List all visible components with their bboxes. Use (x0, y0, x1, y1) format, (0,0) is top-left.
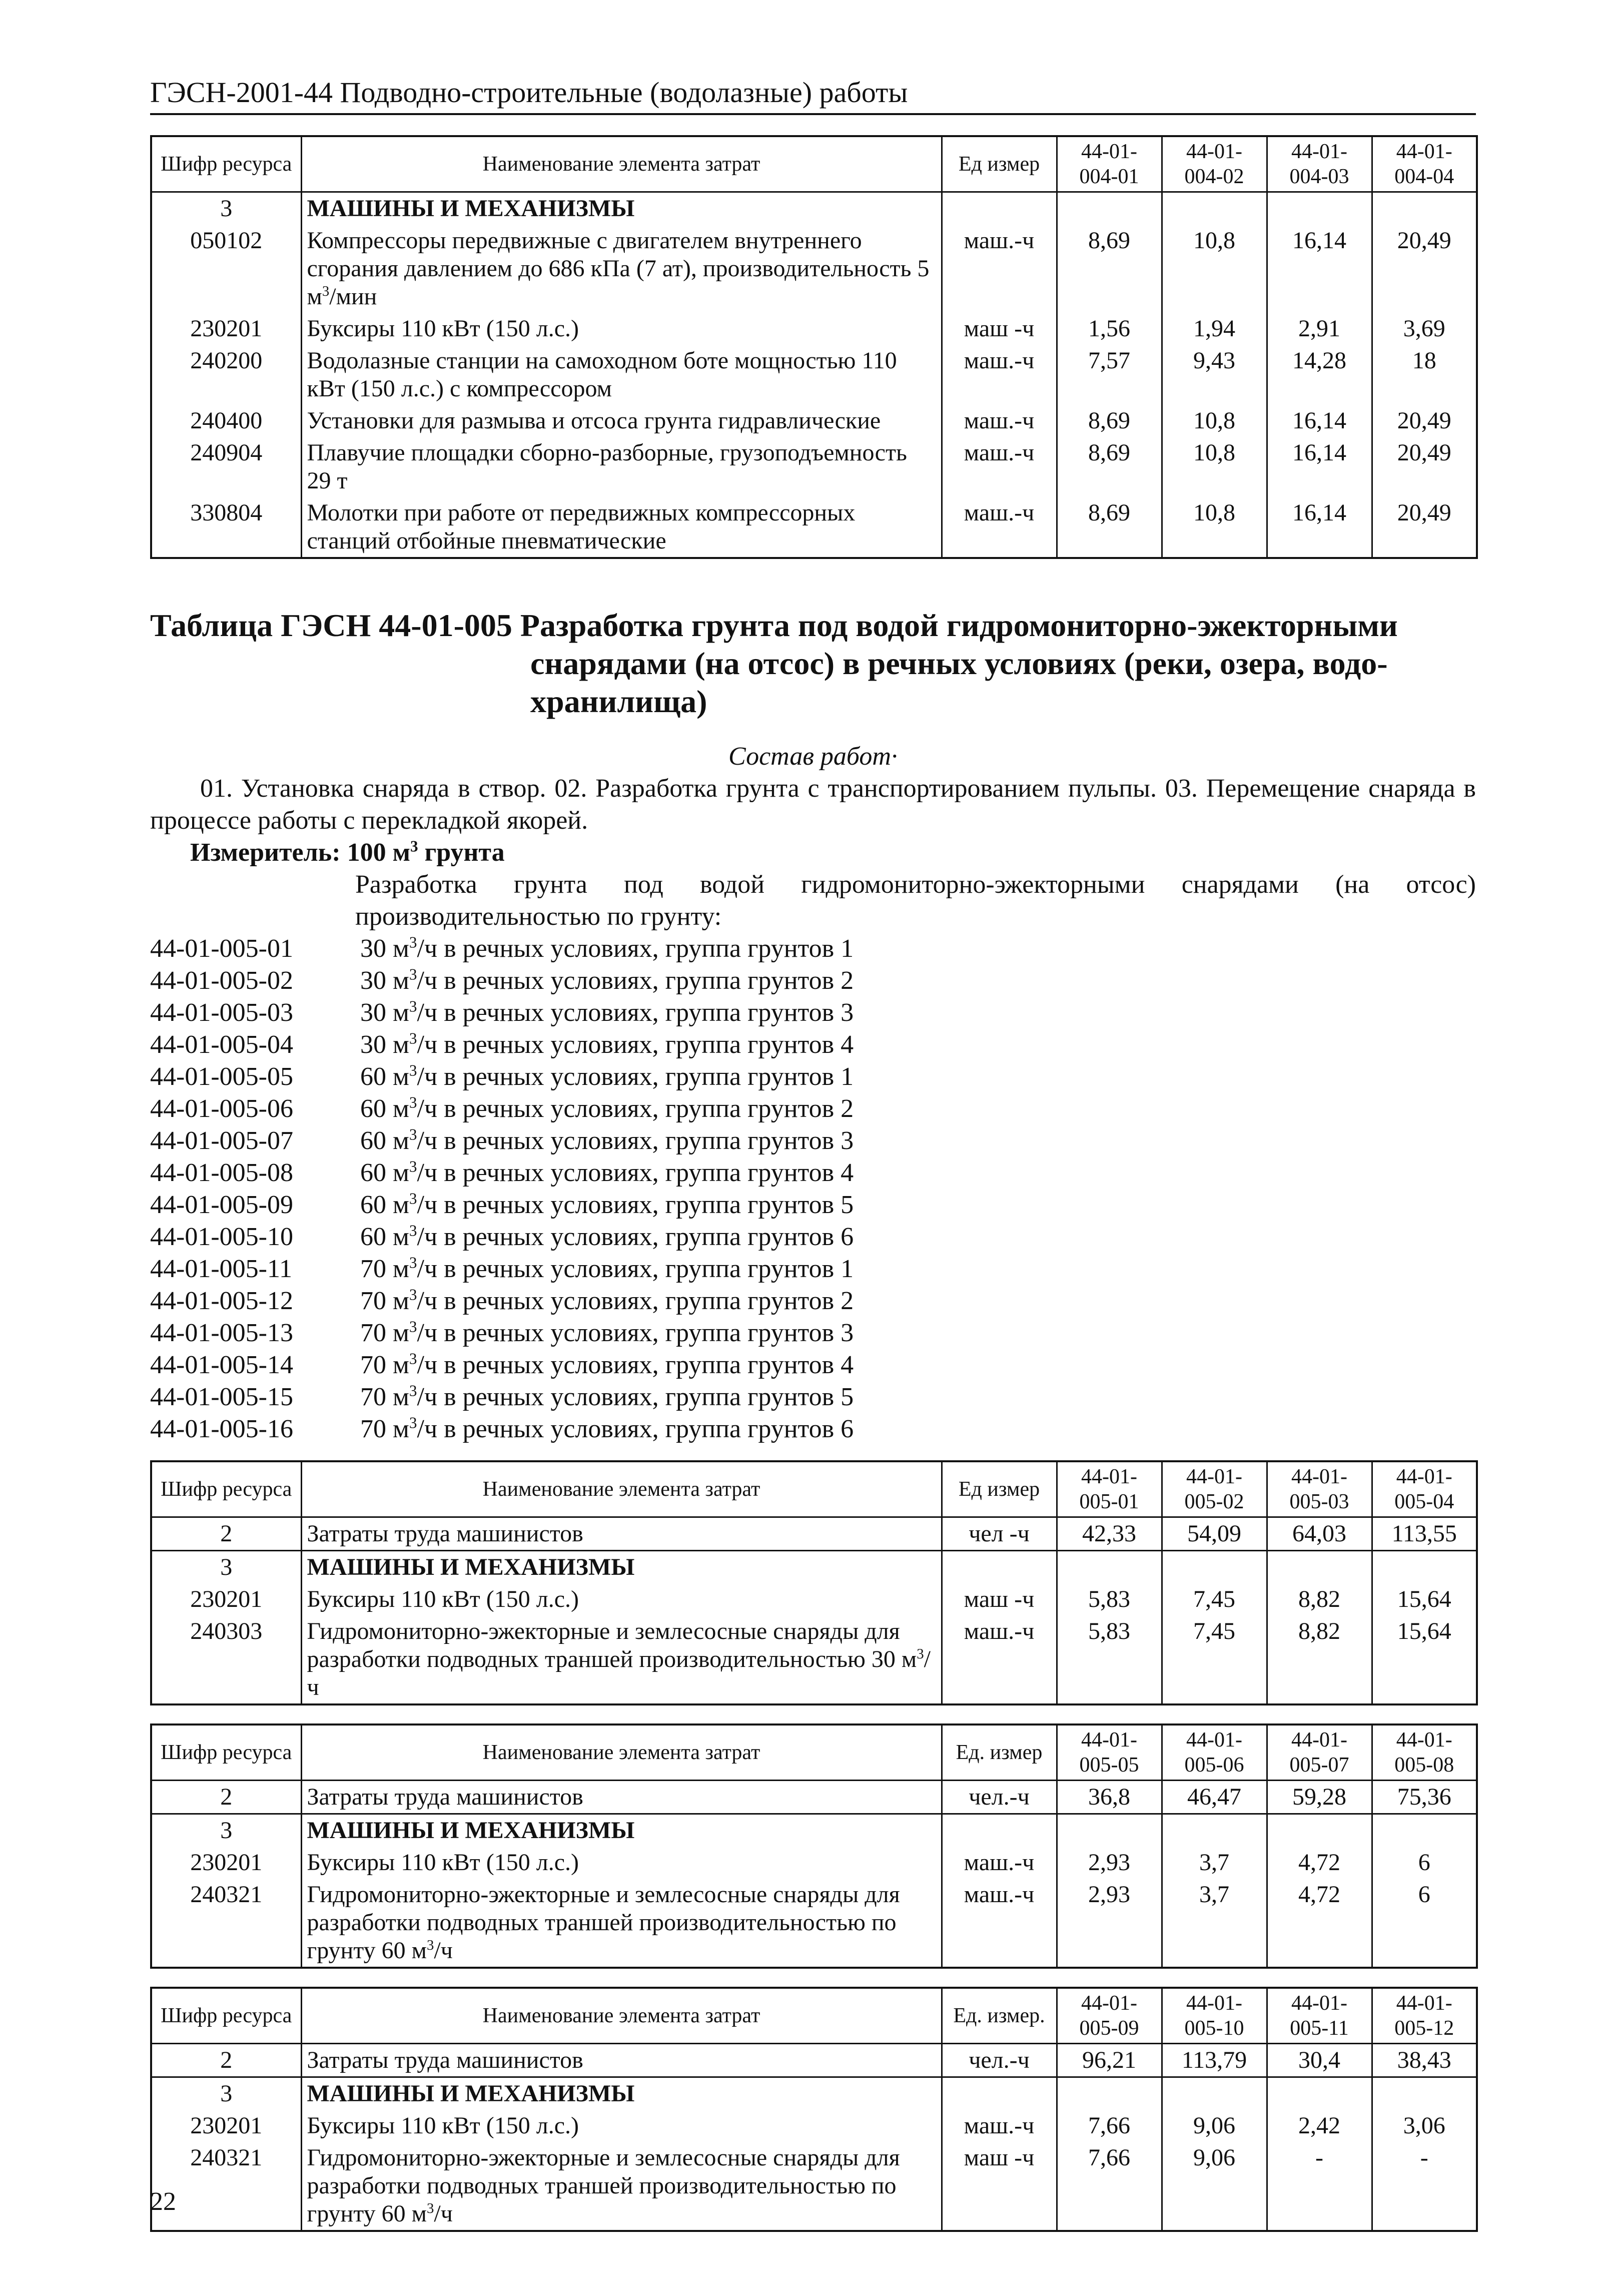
section-code: 3 (151, 1814, 301, 1847)
resource-name: Установки для размыва и отсоса грунта гидравлические (301, 405, 942, 437)
resource-table-44-01-004 (150, 135, 1478, 559)
list-item (150, 1093, 1476, 1125)
resource-value: 113,55 (1372, 1517, 1477, 1551)
section-row (151, 1814, 1477, 1847)
table-row (151, 345, 1477, 405)
document-page (150, 75, 1476, 2250)
table-title-line-2: снарядами (на отсос) в речных условиях (реки, озера, водо- (530, 646, 1388, 681)
resource-value: 10,8 (1162, 225, 1267, 313)
resource-name: Гидромониторно-эжекторные и землесосные снаряды для разработки подводных траншей производительностью по грунту 60 $м^3/ч$ (301, 1879, 942, 1968)
list-item (150, 1157, 1476, 1189)
list-item (150, 1253, 1476, 1285)
table-row (151, 1615, 1477, 1704)
column-header: Шифр ресурса (151, 136, 301, 192)
list-item (150, 1349, 1476, 1381)
resource-value: 64,03 (1267, 1517, 1372, 1551)
table-row (151, 2110, 1477, 2142)
resource-unit: маш.-ч (942, 225, 1057, 313)
section-name: МАШИНЫ И МЕХАНИЗМЫ (301, 1814, 942, 1847)
resource-unit: маш.-ч (942, 1615, 1057, 1704)
section-code: 3 (151, 192, 301, 225)
resource-table-005-01-04 (150, 1460, 1478, 1705)
column-header: 44-01-004-04 (1372, 136, 1477, 192)
norm-description: 70 $м^3/ч$ в речных условиях, группа грунтов 5 (360, 1382, 854, 1411)
norm-code: 44-01-005-02 (150, 966, 293, 995)
norm-code: 44-01-005-12 (150, 1287, 293, 1315)
resource-unit: маш -ч (942, 313, 1057, 345)
column-header: 44-01-005-04 (1372, 1461, 1477, 1517)
resource-code: 230201 (151, 1847, 301, 1879)
resource-unit: маш -ч (942, 2142, 1057, 2231)
norm-description: 60 $м^3/ч$ в речных условиях, группа грунтов 5 (360, 1190, 854, 1219)
norm-code: 44-01-005-15 (150, 1383, 293, 1411)
resource-unit: маш.-ч (942, 405, 1057, 437)
resource-value: 3,06 (1372, 2110, 1477, 2142)
list-item (150, 1125, 1476, 1157)
column-header: Шифр ресурса (151, 1461, 301, 1517)
column-header: Шифр ресурса (151, 1725, 301, 1781)
table-title-line-3: хранилища) (530, 684, 707, 719)
resource-code: 240200 (151, 345, 301, 405)
resource-name: Буксиры 110 кВт (150 л.с.) (301, 313, 942, 345)
resource-value: 9,06 (1162, 2142, 1267, 2231)
list-item (150, 1285, 1476, 1317)
resource-name: Буксиры 110 кВт (150 л.с.) (301, 1847, 942, 1879)
resource-value: 20,49 (1372, 225, 1477, 313)
resource-unit: маш.-ч (942, 2110, 1057, 2142)
table-row (151, 1583, 1477, 1615)
column-header: Ед. измер (942, 1725, 1057, 1781)
norm-description: 70 $м^3/ч$ в речных условиях, группа грунтов 1 (360, 1254, 854, 1283)
resource-value: 2,93 (1057, 1879, 1162, 1968)
resource-value: 59,28 (1267, 1781, 1372, 1814)
column-header: Шифр ресурса (151, 1988, 301, 2044)
column-header: 44-01-005-08 (1372, 1725, 1477, 1781)
resource-code: 240303 (151, 1615, 301, 1704)
resource-name: Гидромониторно-эжекторные и землесосные снаряды для разработки подводных траншей производительностью 30 $м^3/ч$ (301, 1615, 942, 1704)
resource-value: 8,82 (1267, 1583, 1372, 1615)
norm-description: 30 $м^3/ч$ в речных условиях, группа грунтов 3 (360, 997, 854, 1027)
resource-name: Буксиры 110 кВт (150 л.с.) (301, 2110, 942, 2142)
column-header: 44-01-005-02 (1162, 1461, 1267, 1517)
column-header: 44-01-005-01 (1057, 1461, 1162, 1517)
column-header: Наименование элемента затрат (301, 1461, 942, 1517)
column-header: 44-01-005-03 (1267, 1461, 1372, 1517)
resource-value: 14,28 (1267, 345, 1372, 405)
resource-value: 5,83 (1057, 1615, 1162, 1704)
resource-value: 7,66 (1057, 2110, 1162, 2142)
table-row (151, 1517, 1477, 1551)
resource-name: Затраты труда машинистов (301, 2044, 942, 2077)
list-item (150, 1317, 1476, 1349)
norm-codes-list (150, 933, 1476, 1445)
norm-description: 60 $м^3/ч$ в речных условиях, группа грунтов 2 (360, 1093, 854, 1123)
resource-value: 30,4 (1267, 2044, 1372, 2077)
resource-value: 4,72 (1267, 1847, 1372, 1879)
column-header: 44-01-005-11 (1267, 1988, 1372, 2044)
resource-value: 3,7 (1162, 1879, 1267, 1968)
running-header: ГЭСН-2001-44 Подводно-строительные (водолазные) работы (150, 75, 1476, 115)
resource-code: 240400 (151, 405, 301, 437)
resource-code: 230201 (151, 313, 301, 345)
resource-value: 8,69 (1057, 437, 1162, 497)
resource-value: 8,69 (1057, 405, 1162, 437)
norm-description: 70 $м^3/ч$ в речных условиях, группа грунтов 3 (360, 1318, 854, 1347)
column-header: Наименование элемента затрат (301, 1988, 942, 2044)
resource-value: 2,93 (1057, 1847, 1162, 1879)
resource-unit: маш.-ч (942, 437, 1057, 497)
norm-description: 30 $м^3/ч$ в речных условиях, группа грунтов 1 (360, 933, 854, 963)
resource-value: - (1267, 2142, 1372, 2231)
resource-value: 5,83 (1057, 1583, 1162, 1615)
meter-line: Измеритель: 100 $м^3$ грунта (190, 837, 505, 867)
resource-value: 3,7 (1162, 1847, 1267, 1879)
norm-description: 60 $м^3/ч$ в речных условиях, группа грунтов 3 (360, 1125, 854, 1155)
resource-value: 75,36 (1372, 1781, 1477, 1814)
column-header: Ед. измер. (942, 1988, 1057, 2044)
column-header: 44-01-005-12 (1372, 1988, 1477, 2044)
list-item (150, 1061, 1476, 1093)
resource-code: 2 (151, 1781, 301, 1814)
norm-description: 60 $м^3/ч$ в речных условиях, группа грунтов 4 (360, 1158, 854, 1187)
table-row (151, 2044, 1477, 2077)
resource-unit: чел.-ч (942, 1781, 1057, 1814)
resource-value: 4,72 (1267, 1879, 1372, 1968)
table-row (151, 313, 1477, 345)
resource-name: Затраты труда машинистов (301, 1517, 942, 1551)
resource-value: 9,06 (1162, 2110, 1267, 2142)
resource-value: 2,42 (1267, 2110, 1372, 2142)
resource-code: 230201 (151, 2110, 301, 2142)
table-row (151, 2142, 1477, 2231)
section-name: МАШИНЫ И МЕХАНИЗМЫ (301, 1551, 942, 1584)
column-header: 44-01-004-02 (1162, 136, 1267, 192)
list-item (150, 1029, 1476, 1061)
norm-description: 30 $м^3/ч$ в речных условиях, группа грунтов 4 (360, 1029, 854, 1059)
list-item (150, 933, 1476, 965)
resource-value: 7,66 (1057, 2142, 1162, 2231)
resource-value: 1,94 (1162, 313, 1267, 345)
table-row (151, 225, 1477, 313)
column-header: 44-01-005-09 (1057, 1988, 1162, 2044)
resource-value: 20,49 (1372, 437, 1477, 497)
norm-code: 44-01-005-05 (150, 1062, 293, 1091)
resource-value: 8,69 (1057, 225, 1162, 313)
table-row (151, 405, 1477, 437)
resource-value: 6 (1372, 1879, 1477, 1968)
section-name: МАШИНЫ И МЕХАНИЗМЫ (301, 2077, 942, 2110)
section-code: 3 (151, 1551, 301, 1584)
resource-value: 8,69 (1057, 497, 1162, 558)
list-item (150, 1221, 1476, 1253)
norm-description: 70 $м^3/ч$ в речных условиях, группа грунтов 4 (360, 1350, 854, 1379)
resource-unit: маш -ч (942, 1583, 1057, 1615)
norm-code: 44-01-005-06 (150, 1094, 293, 1123)
resource-name: Водолазные станции на самоходном боте мощностью 110 кВт (150 л.с.) с компрессором (301, 345, 942, 405)
column-header: 44-01-005-06 (1162, 1725, 1267, 1781)
page-number: 22 (150, 2187, 176, 2216)
norm-code: 44-01-005-14 (150, 1351, 293, 1379)
norm-code: 44-01-005-03 (150, 998, 293, 1027)
list-item (150, 1189, 1476, 1221)
resource-name: Плавучие площадки сборно-разборные, грузоподъемность 29 т (301, 437, 942, 497)
norm-code: 44-01-005-13 (150, 1319, 293, 1347)
table-row (151, 1879, 1477, 1968)
resource-value: 7,57 (1057, 345, 1162, 405)
resource-value: 16,14 (1267, 437, 1372, 497)
column-header: Ед измер (942, 1461, 1057, 1517)
section-row (151, 2077, 1477, 2110)
resource-value: 7,45 (1162, 1615, 1267, 1704)
resource-code: 230201 (151, 1583, 301, 1615)
resource-name: Молотки при работе от передвижных компрессорных станций отбойные пневматические (301, 497, 942, 558)
resource-name: Компрессоры передвижные с двигателем внутреннего сгорания давлением до 686 кПа (7 ат), производительность 5 $м^3$/мин (301, 225, 942, 313)
composition-label: Состав работ· (728, 742, 898, 771)
resource-code: 240904 (151, 437, 301, 497)
section-row (151, 1551, 1477, 1584)
norm-code: 44-01-005-10 (150, 1223, 293, 1251)
table-row (151, 1847, 1477, 1879)
resource-value: 1,56 (1057, 313, 1162, 345)
column-header: 44-01-004-03 (1267, 136, 1372, 192)
resource-value: 38,43 (1372, 2044, 1477, 2077)
norm-code: 44-01-005-01 (150, 934, 293, 963)
resource-name: Гидромониторно-эжекторные и землесосные снаряды для разработки подводных траншей производительностью по грунту 60 $м^3/ч$ (301, 2142, 942, 2231)
resource-code: 240321 (151, 2142, 301, 2231)
resource-value: 10,8 (1162, 405, 1267, 437)
norm-code: 44-01-005-09 (150, 1191, 293, 1219)
resource-value: 36,8 (1057, 1781, 1162, 1814)
table-row (151, 1781, 1477, 1814)
resource-unit: маш.-ч (942, 345, 1057, 405)
column-header: 44-01-005-10 (1162, 1988, 1267, 2044)
norm-code: 44-01-005-16 (150, 1415, 293, 1443)
resource-name: Буксиры 110 кВт (150 л.с.) (301, 1583, 942, 1615)
norm-code: 44-01-005-07 (150, 1126, 293, 1155)
resource-value: 3,69 (1372, 313, 1477, 345)
resource-unit: маш.-ч (942, 497, 1057, 558)
resource-name: Затраты труда машинистов (301, 1781, 942, 1814)
table-title-line-1: Таблица ГЭСН 44-01-005 Разработка грунта под водой гидромониторно-эжекторными (150, 608, 1398, 643)
section-code: 3 (151, 2077, 301, 2110)
resource-code: 2 (151, 2044, 301, 2077)
resource-value: 7,45 (1162, 1583, 1267, 1615)
resource-value: 9,43 (1162, 345, 1267, 405)
list-item (150, 1413, 1476, 1445)
resource-code: 330804 (151, 497, 301, 558)
resource-code: 240321 (151, 1879, 301, 1968)
column-header: 44-01-005-07 (1267, 1725, 1372, 1781)
resource-value: 2,91 (1267, 313, 1372, 345)
column-header: Наименование элемента затрат (301, 136, 942, 192)
norm-description: 60 $м^3/ч$ в речных условиях, группа грунтов 6 (360, 1222, 854, 1251)
section-row (151, 192, 1477, 225)
norm-code: 44-01-005-11 (150, 1255, 293, 1283)
resource-value: 96,21 (1057, 2044, 1162, 2077)
resource-value: 16,14 (1267, 405, 1372, 437)
column-header: 44-01-004-01 (1057, 136, 1162, 192)
resource-value: 16,14 (1267, 497, 1372, 558)
resource-value: 15,64 (1372, 1615, 1477, 1704)
resource-value: 18 (1372, 345, 1477, 405)
resource-value: 16,14 (1267, 225, 1372, 313)
resource-value: 6 (1372, 1847, 1477, 1879)
list-item (150, 997, 1476, 1029)
column-header: Наименование элемента затрат (301, 1725, 942, 1781)
resource-value: 42,33 (1057, 1517, 1162, 1551)
resource-value: 20,49 (1372, 497, 1477, 558)
resource-table-005-05-08 (150, 1724, 1478, 1969)
resource-unit: маш.-ч (942, 1879, 1057, 1968)
intro-text: Разработка грунта под водой гидромониторно-эжекторными снарядами (на отсос) производительностью по грунту: (355, 870, 1476, 931)
column-header: 44-01-005-05 (1057, 1725, 1162, 1781)
norm-description: 60 $м^3/ч$ в речных условиях, группа грунтов 1 (360, 1061, 854, 1091)
resource-value: 20,49 (1372, 405, 1477, 437)
resource-value: 113,79 (1162, 2044, 1267, 2077)
section-name: МАШИНЫ И МЕХАНИЗМЫ (301, 192, 942, 225)
resource-unit: маш.-ч (942, 1847, 1057, 1879)
column-header: Ед измер (942, 136, 1057, 192)
resource-table-005-09-12 (150, 1987, 1478, 2232)
table-row (151, 437, 1477, 497)
resource-code: 2 (151, 1517, 301, 1551)
resource-value: 10,8 (1162, 497, 1267, 558)
table-title (150, 607, 1476, 721)
norm-code: 44-01-005-08 (150, 1159, 293, 1187)
table-row (151, 497, 1477, 558)
norm-code: 44-01-005-04 (150, 1030, 293, 1059)
resource-value: 10,8 (1162, 437, 1267, 497)
resource-value: - (1372, 2142, 1477, 2231)
norm-description: 30 $м^3/ч$ в речных условиях, группа грунтов 2 (360, 965, 854, 995)
resource-unit: чел -ч (942, 1517, 1057, 1551)
composition-text: 01. Установка снаряда в створ. 02. Разработка грунта с транспортированием пульпы. 03. Перемещение снаряда в процессе работы с перекладкой якорей. (150, 774, 1476, 835)
list-item (150, 965, 1476, 997)
list-item (150, 1381, 1476, 1413)
resource-value: 15,64 (1372, 1583, 1477, 1615)
resource-unit: чел.-ч (942, 2044, 1057, 2077)
resource-code: 050102 (151, 225, 301, 313)
resource-value: 8,82 (1267, 1615, 1372, 1704)
norm-description: 70 $м^3/ч$ в речных условиях, группа грунтов 6 (360, 1414, 854, 1443)
norm-description: 70 $м^3/ч$ в речных условиях, группа грунтов 2 (360, 1286, 854, 1315)
resource-value: 46,47 (1162, 1781, 1267, 1814)
resource-value: 54,09 (1162, 1517, 1267, 1551)
